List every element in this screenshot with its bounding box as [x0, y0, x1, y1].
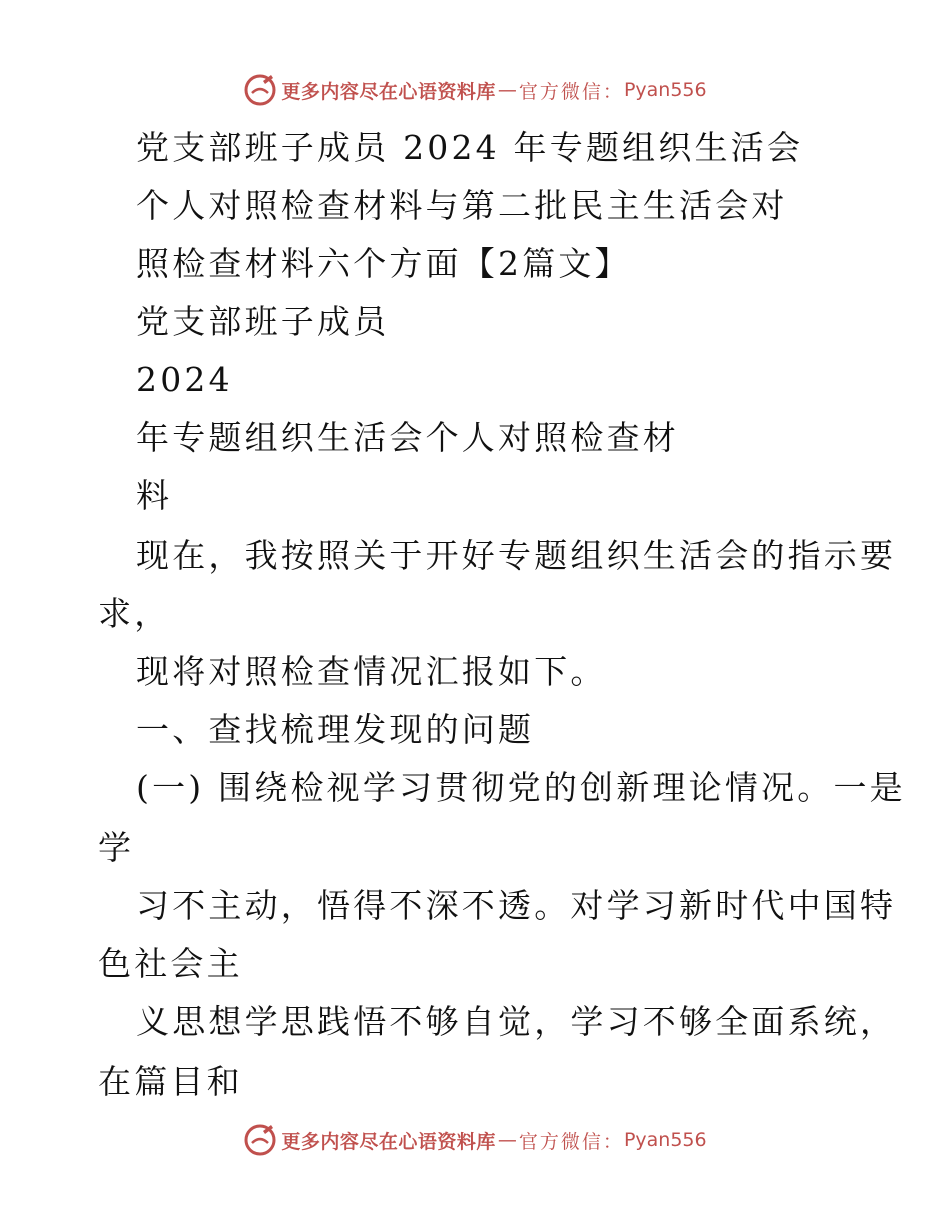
text-line: 2024	[136, 360, 233, 399]
text-line: 求，	[98, 594, 171, 633]
watermark-account: Pyan556	[623, 79, 707, 101]
watermark-sub-text: 官方微信：	[518, 1130, 624, 1153]
text-line: 学	[98, 828, 135, 867]
title-line-2: 个人对照检查材料与第二批民主生活会对	[136, 186, 788, 225]
watermark-separator: —	[497, 1129, 517, 1151]
footer-watermark	[0, 1120, 950, 1160]
section-heading: 一、查找梳理发现的问题	[136, 710, 535, 749]
watermark-separator: —	[497, 79, 517, 101]
watermark-main-text: 更多内容尽在心语资料库	[281, 80, 496, 103]
watermark-main-text: 更多内容尽在心语资料库	[281, 1130, 496, 1153]
title-line-3: 照检查材料六个方面【2篇文】	[136, 244, 631, 283]
title-line-1: 党支部班子成员 2024 年专题组织生活会	[136, 128, 804, 167]
book-pen-logo-icon	[243, 1123, 277, 1157]
text-line: 习不主动，悟得不深不透。对学习新时代中国特	[136, 886, 897, 925]
book-pen-logo-icon	[243, 73, 277, 107]
header-watermark	[0, 70, 950, 110]
text-line: 义思想学思践悟不够自觉，学习不够全面系统，	[136, 1002, 897, 1041]
text-line: 现在，我按照关于开好专题组织生活会的指示要	[136, 536, 897, 575]
text-line: 在篇目和	[98, 1062, 243, 1101]
text-line: 色社会主	[98, 944, 243, 983]
text-line: 料	[136, 476, 173, 515]
text-line: 年专题组织生活会个人对照检查材	[136, 418, 679, 457]
text-line: (一) 围绕检视学习贯彻党的创新理论情况。一是	[136, 768, 906, 807]
watermark-sub-text: 官方微信：	[518, 80, 624, 103]
text-line: 现将对照检查情况汇报如下。	[136, 652, 607, 691]
watermark-account: Pyan556	[623, 1129, 707, 1151]
text-line: 党支部班子成员	[136, 302, 390, 341]
